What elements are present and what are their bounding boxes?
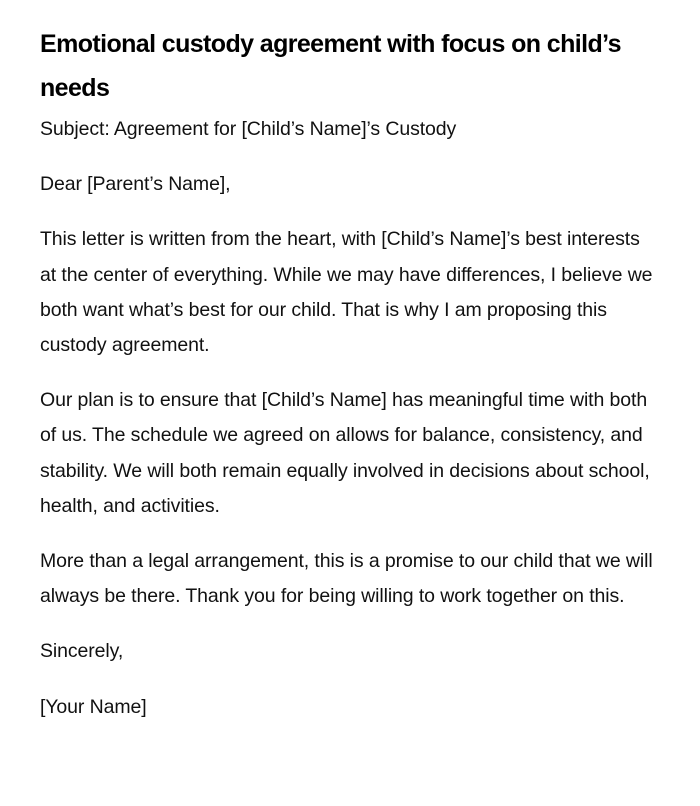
salutation: Dear [Parent’s Name],: [40, 173, 231, 196]
body-paragraph: Our plan is to ensure that [Child’s Name] has meaningful time with both of us. The schedule we agreed on allows for balance, consistency, and stability. We will both remain equally involved in decisions about school, health, and activities.: [40, 389, 650, 517]
signature: [Your Name]: [40, 695, 147, 718]
document-title: Emotional custody agreement with focus on child’s needs: [40, 30, 621, 102]
body-paragraph: More than a legal arrangement, this is a promise to our child that we will always be there. Thank you for being willing to work together on this.: [40, 550, 653, 608]
closing: Sincerely,: [40, 640, 124, 663]
body-paragraph: This letter is written from the heart, with [Child’s Name]’s best interests at the center of everything. While we may have differences, I believe we both want what’s best for our child. That is why I am proposing this custody agreement.: [40, 228, 653, 357]
subject-line: Subject: Agreement for [Child’s Name]’s Custody: [40, 118, 457, 140]
